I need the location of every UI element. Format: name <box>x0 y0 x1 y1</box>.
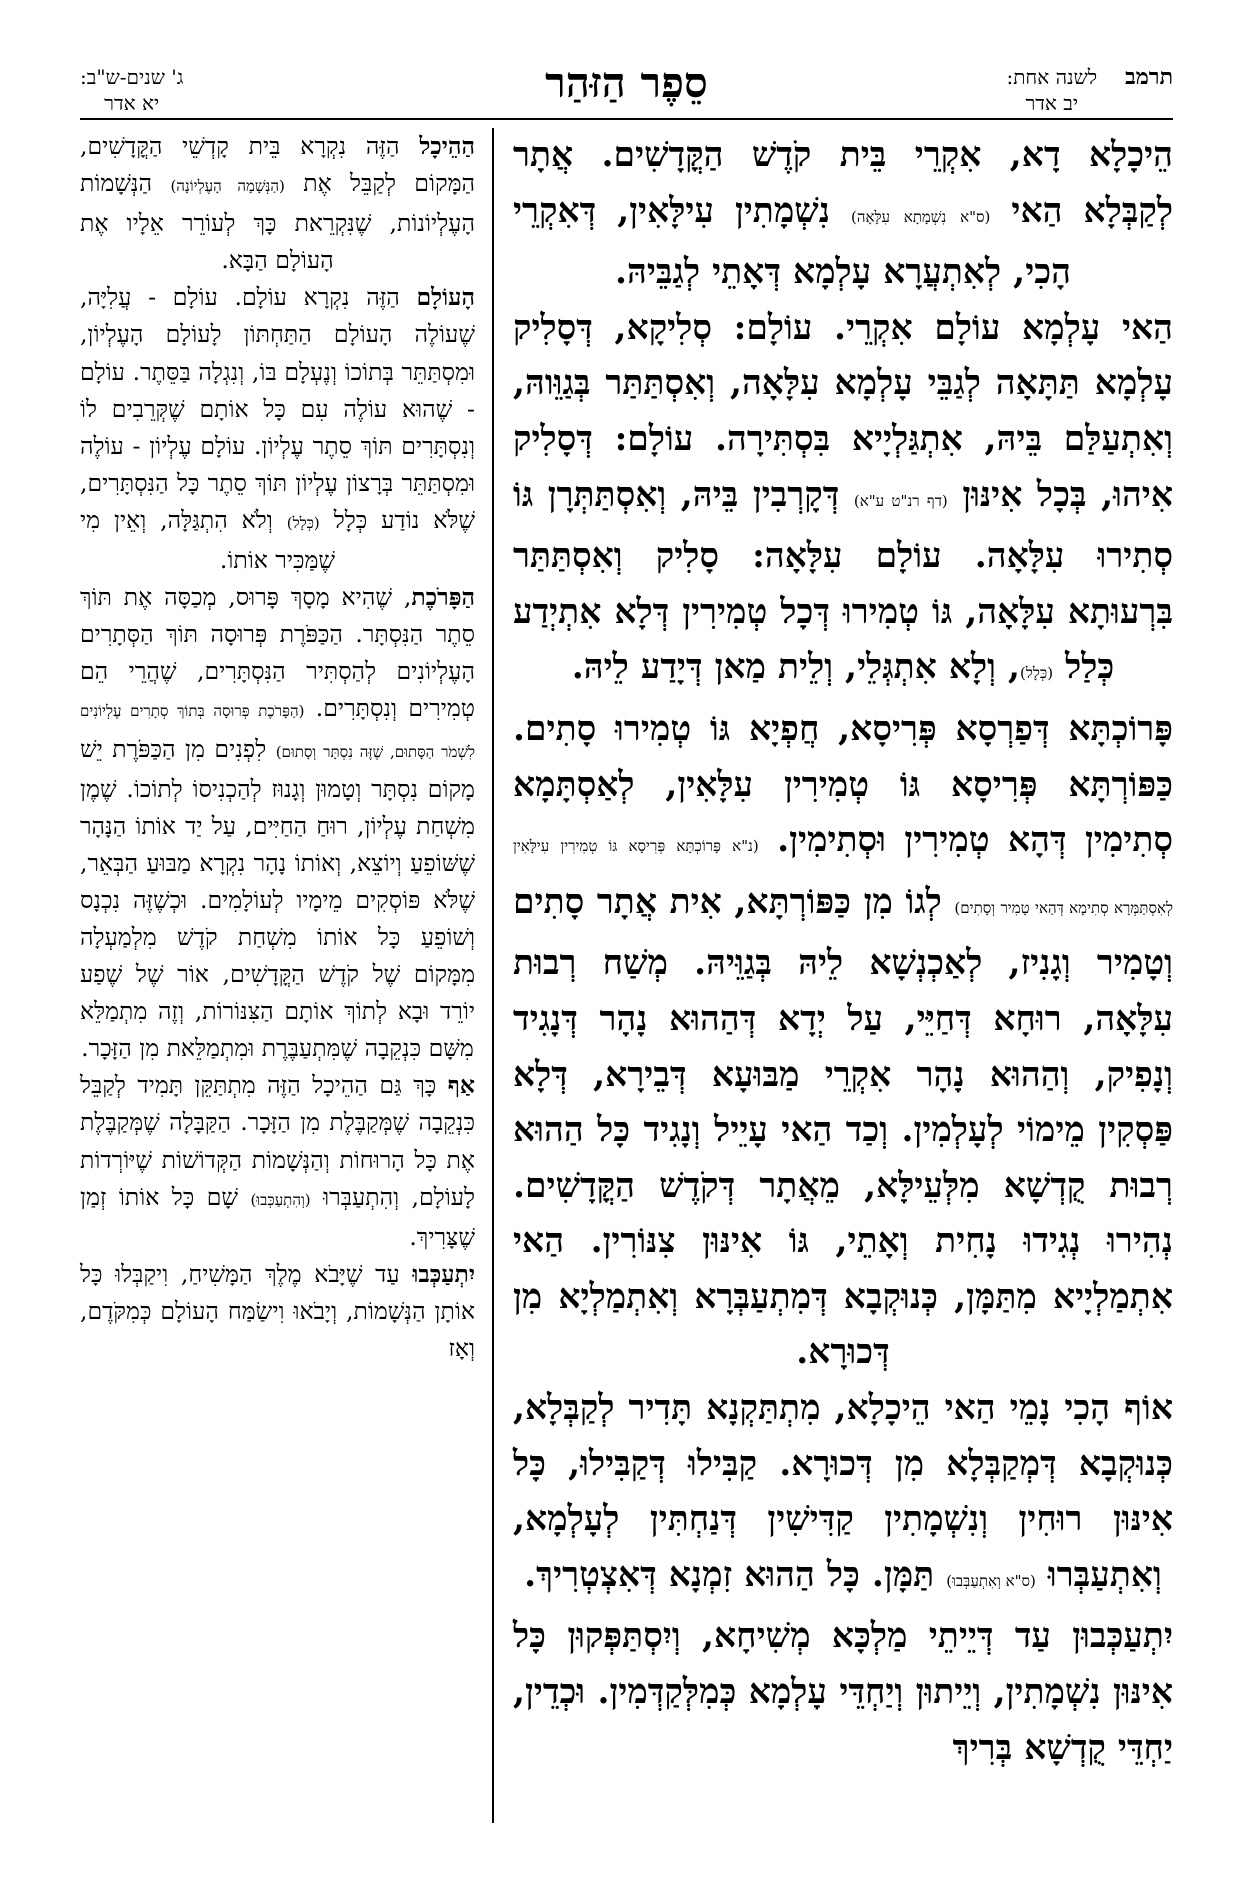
aramaic-paragraph-5 <box>513 1609 1173 1776</box>
translation-paragraph-3 <box>80 579 475 1067</box>
paragraph-text: דָא, אִקְרֵי בֵּית קֹדֶשׁ הַקֳּדָשִׁים. אֲתָר לְקַבְּלָא הַאי <box>513 135 1173 231</box>
paragraph-lead-word: הָעוֹלָם <box>416 283 475 312</box>
schedule-three-years-date: יא אדר <box>104 91 160 115</box>
paragraph-lead-word: הַפָּרֹכֶת <box>411 583 475 612</box>
variant-note: (וְהִתְעַכְּבוּ) <box>250 1190 311 1209</box>
paragraph-text: וְלֹא הִתְגַּלָּה, וְאֵין מִי שֶׁמַּכִּיר אוֹתוֹ. <box>80 505 336 575</box>
page-number: תרמב <box>1125 64 1173 90</box>
paragraph-lead-word: יִתְעַכְּבוּן <box>1072 1616 1173 1657</box>
translation-paragraph-5 <box>80 1256 475 1367</box>
translation-paragraph-4 <box>80 1067 475 1255</box>
paragraph-text: דְּקָרְבִין בֵּיהּ, וְאִסְתַּתְּרָן גּוֹ סְתִירוּ עִלָּאָה. עוֹלָם עִלָּאָה: סָלִיק וְאִסְתַּתַּר בִּרְעוּתָא עִלָּאָה, גּוֹ טְמִירוּ דְּכָל טְמִירִין דְּלָא אִתְיְדַע כְּלַל <box>513 474 1173 688</box>
paragraph-text: דְּפַרְסָא פְּרִיסָא, חֲפְיָא גּוֹ טְמִירוּ סָתִים. כַּפּוֹרְתָּא פְּרִיסָא גּוֹ טְמִירִין עִלָּאִין, לְאַסְתָּמָא סְתִימִין דְּהָא טְמִירִין וּסְתִימִין. <box>513 708 1173 861</box>
aramaic-paragraph-1 <box>513 128 1173 301</box>
variant-note: (כְּלָל) <box>286 513 320 532</box>
aramaic-paragraph-4 <box>513 1381 1173 1609</box>
translation-paragraph-1 <box>80 128 475 279</box>
variant-note: (נ"א פָּרוֹכְתָּא פְּרִיסָא גּוֹ טְמִירִין עִילָּאִין לְאִסְתַּמְּרָא סְתִימָא דְּהַאי טָמִיר וְסָתִים) <box>513 837 1174 917</box>
paragraph-text: כָּךְ גַּם הַהֵיכָל הַזֶּה מִתְתַּקֵּן תָּמִיד לְקַבֵּל כִּנְקֵבָה שֶׁמְּקַבֶּלֶת מִן הַזָּכָר. הַקַּבָּלָה שֶׁמְּקַבֶּלֶת אֶת כָּל הָרוּחוֹת וְהַנְּשָׁמוֹת הַקְּדוֹשׁוֹת שֶׁיּוֹרְדוֹת לָעוֹלָם, וְהִתְעַבְּרוּ <box>80 1071 475 1211</box>
paragraph-text: שָׁם כָּל אוֹתוֹ זְמַן שֶׁצָּרִיךְ. <box>80 1182 475 1251</box>
paragraph-lead-word: יִתְעַכְּבוּ <box>412 1259 475 1288</box>
paragraph-lead-word: אוֹף <box>1124 1388 1173 1429</box>
paragraph-lead-word: הַאי <box>1121 307 1173 348</box>
variant-note: (ס"א וְאִתְעַבְּבוּ) <box>946 1571 1036 1590</box>
variant-note: (הַפָּרֹכֶת פְּרוּסָה בְּתוֹךְ סְתָרִים עֶלְיוֹנִים לִשְׁמֹר הַסָּתוּם, שֶׁזֶּה נִסְתָּר וְסָתוּם) <box>80 702 475 761</box>
paragraph-text: תַּמָּן. כָּל הַהוּא זִמְנָא דְּאִצְטְרִיךְ. <box>524 1554 947 1595</box>
paragraph-text: הַזֶּה נִקְרָא בֵּית קָדְשֵׁי הַקֳּדָשִׁים, הַמָּקוֹם לְקַבֵּל אֶת <box>80 132 476 198</box>
book-title: סֵפֶר הַזּהַר <box>545 58 708 107</box>
aramaic-paragraph-3 <box>513 702 1173 1381</box>
translation-paragraph-2 <box>80 279 475 579</box>
hebrew-translation-column <box>80 128 475 1367</box>
paragraph-text: עַד שֶׁיָּבֹא מֶלֶךְ הַמָּשִׁיחַ, וִיקַבְּלוּ כָּל אוֹתָן הַנְּשָׁמוֹת, וְיָבֹאוּ וִישַׂמַּח הָעוֹלָם כְּמִקֹּדֶם, וְאָז <box>80 1259 475 1362</box>
paragraph-text: עַד דְּיֵיתֵי מַלְכָּא מְשִׁיחָא, וְיִסְתַּפְּקוּן כָּל אִינּוּן נִשְׁמָתִין, וְיֵיתוּן וְיַחְדֵּי עָלְמָא כְּמִלְּקַדְּמִין. וּכְדֵין, יַחְדֵּי קֻדְשָׁא בְּרִיךְ <box>513 1616 1173 1768</box>
aramaic-paragraph-2 <box>513 301 1173 702</box>
aramaic-column <box>513 128 1173 1776</box>
header-rule <box>80 118 1173 120</box>
variant-note: (הַנְּשָׁמָה הָעֶלְיוֹנָה) <box>170 177 285 196</box>
paragraph-text: הַנְּשָׁמוֹת הָעֶלְיוֹנוֹת, שֶׁנִּקְרֵאת כָּךְ לְעוֹרֵר אֵלָיו אֶת הָעוֹלָם הַבָּא. <box>80 169 475 275</box>
paragraph-text: עָלְמָא עוֹלָם אִקְרֵי. עוֹלָם: סְלִיקָא, דְּסָלִיק עָלְמָא תַּתָּאָה לְגַבֵּי עָלְמָא עִלָּאָה, וְאִסְתַּתַּר בְּגַוֵּוהּ, וְאִתְעַלַּם בֵּיהּ, אִתְגַּלְיָיא בִּסְתִּירָה. עוֹלָם: דְּסָלִיק אִיהוּ, בְּכָל אִינּוּן <box>513 307 1173 515</box>
paragraph-text: הַזֶּה נִקְרָא עוֹלָם. עוֹלָם - עֲלִיָּה, שֶׁעוֹלֶה הָעוֹלָם הַתַּחְתּוֹן לָעוֹלָם הָעֶלְיוֹן, וּמִסְתַּתֵּר בְּתוֹכוֹ וְנֶעְלָם בּוֹ, וְנִגְלָה בַּסֵּתֶר. עוֹלָם - שֶׁהוּא עוֹלֶה עִם כָּל אוֹתָם שֶׁקְּרֵבִים לוֹ וְנִסְתָּרִים תּוֹךְ סֵתֶר עֶלְיוֹן. עוֹלָם עֶלְיוֹן - עוֹלֶה וּמִסְתַּתֵּר בְּרָצוֹן עֶלְיוֹן תּוֹךְ סֵתֶר כָּל הַנִּסְתָּרִים, שֶׁלֹּא נוֹדַע כְּלָל <box>80 283 476 534</box>
variant-note: (ס"א נִשְׁמָתָא עִלָּאָה) <box>850 207 991 226</box>
schedule-one-year-date: יב אדר <box>1025 91 1079 115</box>
schedule-one-year-label: לשנה אחת: <box>1006 65 1098 89</box>
schedule-three-years-label: ג' שנים-ש"ב: <box>80 65 184 89</box>
paragraph-lead-word: אַף <box>447 1071 475 1100</box>
paragraph-text: לְגוֹ מִן כַּפּוֹרְתָּא, אִית אֲתָר סָתִים וְטָמִיר וְגָנִיז, לְאַכְנְשָׁא לֵיהּ בְּגַוֵּיהּ. מְשַׁח רְבוּת עִלָּאָה, רוּחָא דְּחַיֵּי, עַל יְדָא דְּהַהוּא נָהָר דְּנָגִיד וְנָפִיק, וְהַהוּא נָהָר אִקְרֵי מַבּוּעָא דְּבֵירָא, דְּלָא פַּסְקִין מֵימוֹי לְעָלְמִין. וְכַד הַאי עָיֵיל וְנָגִיד כָּל הַהוּא רְבוּת קֻדְשָׁא מִלְּעֵילָּא, מֵאֲתָר דְּקֹדֶשׁ הַקֳּדָשִׁים. נְהִירוּ נְגִידוּ נָחִית וְאָתֵי, גּוֹ אִינּוּן צִנּוֹרִין. הַאי אִתְמַלְיָיא מִתַּמָּן, כְּנוּקְבָא דְּמִתְעַבְּרָא וְאִתְמַלְיָא מִן דְּכוּרָא. <box>513 881 1173 1373</box>
paragraph-text: , שֶׁהִיא מָסָךְ פָּרוּס, מְכַסָּה אֶת תּוֹךְ סֵתֶר הַנִּסְתָּר. הַכַּפֹּרֶת פְּרוּסָה תּוֹךְ הַסְּתָרִים הָעֶלְיוֹנִים לְהַסְתִּיר הַנִּסְתָּרִים, שֶׁהֲרֵי הֵם טְמִירִים וְנִסְתָּרִים. <box>80 583 475 723</box>
column-divider <box>492 128 494 1823</box>
paragraph-lead-word: פָּרוֹכְתָּא <box>1068 708 1173 749</box>
reading-schedule-three-years <box>80 64 183 116</box>
paragraph-lead-word: הֵיכָלָא <box>1088 135 1173 175</box>
paragraph-text: הָכִי נָמֵי הַאי הֵיכָלָא, מִתְתַּקְנָא תָּדִיר לְקַבְּלָא, כְּנוּקְבָא דְּמְקַבְּלָא מִן דְּכוּרָא. קַבִּילוּ דְּקַבִּילוּ, כָּל אִינּוּן רוּחִין וְנִשְׁמָתִין קַדִּישִׁין דְּנַחְתִּין לְעָלְמָא, וְאִתְעַבְּרוּ <box>513 1388 1173 1595</box>
paragraph-lead-word: הַהֵיכָל <box>419 132 475 160</box>
folio-reference: (דף רנ"ט ע"א) <box>853 491 948 510</box>
paragraph-text: לִפְנִים מִן הַכַּפֹּרֶת יֵשׁ מָקוֹם נִסְתָּר וְטָמוּן וְגָנוּז לְהַכְנִיסוֹ לְתוֹכוֹ. שֶׁמֶן מִשְׁחַת עֶלְיוֹן, רוּחַ הַחַיִּים, עַל יַד אוֹתוֹ הַנָּהָר שֶׁשּׁוֹפֵעַ וְיוֹצֵא, וְאוֹתוֹ נָהָר נִקְרָא מַבּוּעַ הַבְּאֵר, שֶׁלֹּא פּוֹסְקִים מֵימָיו לְעוֹלָמִים. וּכְשֶׁזֶּה נִכְנָס וְשׁוֹפֵעַ כָּל אוֹתוֹ מִשְׁחַת קֹדֶשׁ מִלְמַעְלָה מִמָּקוֹם שֶׁל קֹדֶשׁ הַקֳּדָשִׁים, אוֹר שֶׁל שֶׁפַע יוֹרֵד וּבָא לְתוֹךְ אוֹתָם הַצִּנּוֹרוֹת, וְזֶה מִתְמַלֵּא מִשָּׁם כִּנְקֵבָה שֶׁמִּתְעַבֶּרֶת וּמִתְמַלֵּאת מִן הַזָּכָר. <box>80 734 475 1063</box>
variant-note: (כְּלָל) <box>1019 664 1054 683</box>
paragraph-text: נִשְׁמָתִין עִילָּאִין, דְּאִקְרֵי הָכִי, לְאִתְעֲרָא עָלְמָא דְּאָתֵי לְגַבֵּיהּ. <box>513 190 1071 293</box>
paragraph-text: , וְלָא אִתְגְּלֵי, וְלֵית מַאן דְּיָדַע לֵיהּ. <box>571 647 1020 688</box>
